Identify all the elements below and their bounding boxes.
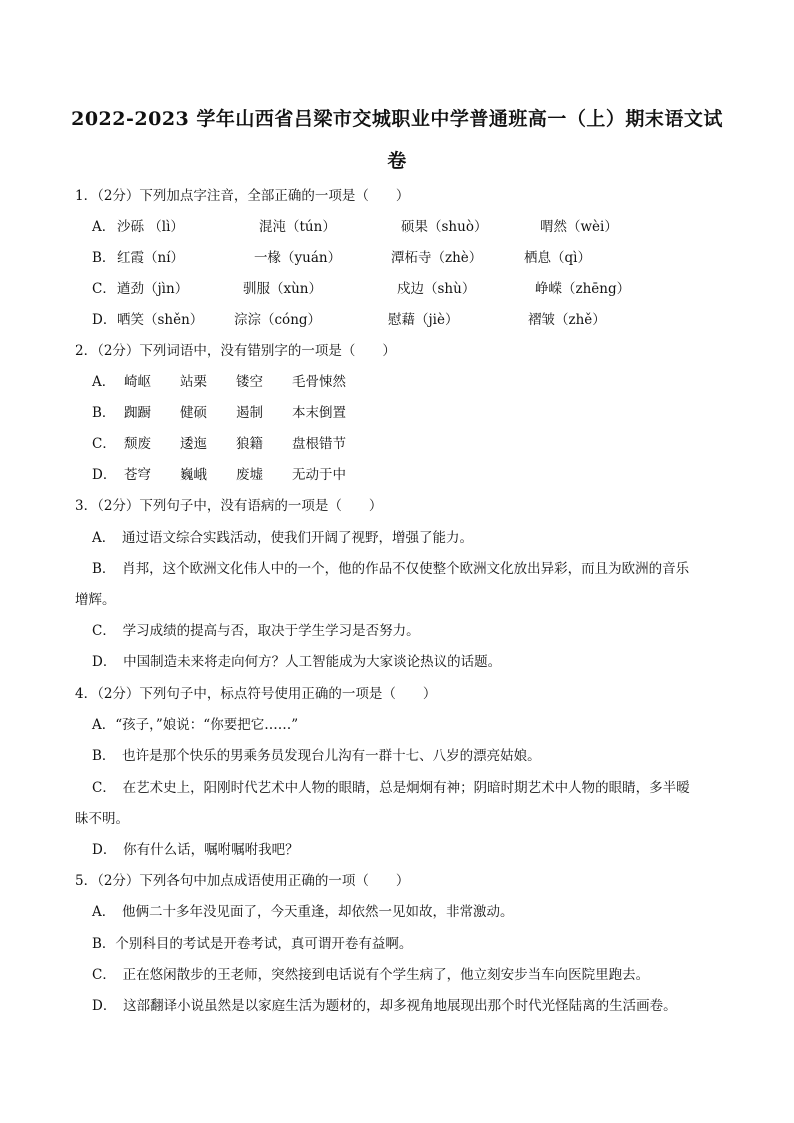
q1-option-d-item-4: 褶皱（zhě） <box>528 312 606 328</box>
q1-option-b-item-4: 栖息（qì） <box>524 250 591 266</box>
q2-option-b-item-1: 踟蹰 <box>124 405 151 421</box>
q3-option-d: D． 中国制造未来将走向何方？人工智能成为大家谈论热议的话题。 <box>92 654 502 670</box>
q2-option-c-item-4: 盘根错节 <box>292 436 346 452</box>
q1-option-d-item-2: 淙淙（cóng） <box>234 312 322 328</box>
q2-option-c-item-1: 颓废 <box>124 436 151 452</box>
q5-option-d: D． 这部翻译小说虽然是以家庭生活为题材的，却多视角地展现出那个时代光怪陆离的生活画卷。 <box>92 998 677 1014</box>
q1-option-a-item-1: 沙砾 （lì） <box>117 219 184 235</box>
question-4-stem: 4．（2分）下列句子中，标点符号使用正确的一项是（ ） <box>75 686 437 702</box>
q5-option-c: C． 正在悠闲散步的王老师，突然接到电话说有个学生病了，他立刻安步当车向医院里跑去。 <box>92 967 650 983</box>
q2-option-b-label: B． <box>92 405 116 421</box>
q2-option-a-item-3: 镂空 <box>236 374 263 390</box>
q1-option-c-item-2: 驯服（xùn） <box>243 281 323 297</box>
q1-option-b-item-3: 潭柘寺（zhè） <box>391 250 483 266</box>
question-2-stem: 2．（2分）下列词语中，没有错别字的一项是（ ） <box>75 343 396 359</box>
q2-option-b-item-2: 健硕 <box>180 405 207 421</box>
q2-option-b-item-3: 遏制 <box>236 405 263 421</box>
q4-option-a: A．“孩子，”娘说：“你要把它……” <box>92 717 299 733</box>
q1-option-b-item-2: 一椽（yuán） <box>254 250 342 266</box>
q5-option-a: A． 他俩二十多年没见面了，今天重逢，却依然一见如故，非常激动。 <box>92 904 514 920</box>
q2-option-d-item-4: 无动于中 <box>292 467 346 483</box>
q1-option-b-item-1: 红霞（ní） <box>117 250 185 266</box>
q1-option-a-label: A． <box>92 219 116 235</box>
exam-title: 2022-2023 学年山西省吕梁市交城职业中学普通班高一（上）期末语文试 <box>71 108 723 130</box>
q4-option-d: D． 你有什么话，嘱咐嘱咐我吧？ <box>92 842 299 858</box>
q2-option-a-item-2: 站栗 <box>180 374 207 390</box>
q1-option-a-item-2: 混沌（tún） <box>259 219 336 235</box>
q1-option-c-item-3: 戍边（shù） <box>397 281 476 297</box>
question-1-stem: 1．（2分）下列加点字注音，全部正确的一项是（ ） <box>75 188 410 204</box>
q1-option-d-item-3: 慰藉（jiè） <box>388 312 459 328</box>
q3-option-b: B． 肖邦，这个欧洲文化伟人中的一个，他的作品不仅使整个欧洲文化放出异彩，而且为欧洲的音乐 <box>92 561 690 577</box>
q1-option-b-label: B． <box>92 250 116 266</box>
q1-option-c-label: C． <box>92 281 116 297</box>
q4-option-c: C． 在艺术史上，阳刚时代艺术中人物的眼睛，总是炯炯有神；阴暗时期艺术中人物的眼睛，多半暧 <box>92 780 690 796</box>
q1-option-a-item-4: 喟然（wèi） <box>540 219 618 235</box>
q2-option-c-item-3: 狼籍 <box>236 436 263 452</box>
q5-option-b: B．个别科目的考试是开卷考试，真可谓开卷有益啊。 <box>92 936 413 952</box>
q2-option-d-item-1: 苍穹 <box>124 467 151 483</box>
q2-option-c-item-2: 逶迤 <box>180 436 207 452</box>
q4-option-b: B． 也许是那个快乐的男乘务员发现台儿沟有一群十七、八岁的漂亮姑娘。 <box>92 748 541 764</box>
q4-option-c-continued: 昧不明。 <box>75 811 129 827</box>
q2-option-d-item-2: 巍峨 <box>180 467 207 483</box>
question-3-stem: 3．（2分）下列句子中，没有语病的一项是（ ） <box>75 498 383 514</box>
q3-option-c: C． 学习成绩的提高与否，取决于学生学习是否努力。 <box>92 623 420 639</box>
question-5-stem: 5．（2分）下列各句中加点成语使用正确的一项（ ） <box>75 873 410 889</box>
q1-option-c-item-4: 峥嵘（zhēng） <box>535 281 631 297</box>
q3-option-b-continued: 增辉。 <box>75 592 116 608</box>
q3-option-a: A． 通过语文综合实践活动，使我们开阔了视野，增强了能力。 <box>92 530 473 546</box>
q2-option-a-item-4: 毛骨悚然 <box>292 374 346 390</box>
q2-option-d-label: D． <box>92 467 117 483</box>
q2-option-c-label: C． <box>92 436 116 452</box>
q1-option-d-label: D． <box>92 312 117 328</box>
exam-title-continued: 卷 <box>387 150 407 172</box>
q2-option-a-label: A． <box>92 374 116 390</box>
q2-option-b-item-4: 本末倒置 <box>292 405 346 421</box>
q2-option-d-item-3: 废墟 <box>236 467 263 483</box>
q1-option-d-item-1: 哂笑（shěn） <box>117 312 204 328</box>
q2-option-a-item-1: 崎岖 <box>124 374 151 390</box>
q1-option-a-item-3: 硕果（shuò） <box>401 219 488 235</box>
q1-option-c-item-1: 遒劲（jìn） <box>117 281 189 297</box>
